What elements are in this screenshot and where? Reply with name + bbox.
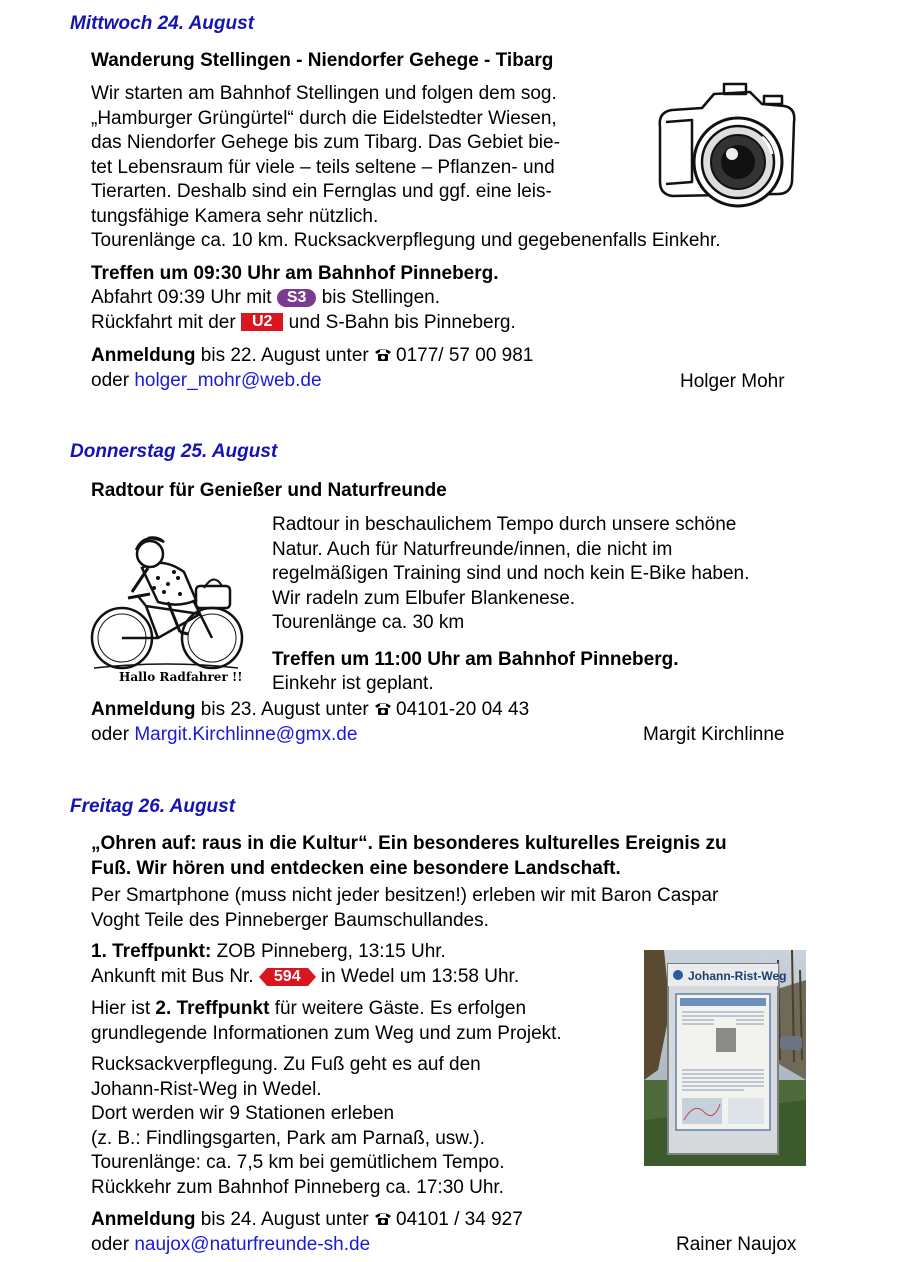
intro-line: Per Smartphone (muss nicht jeder besitzen!) erleben wir mit Baron Caspar <box>91 885 719 906</box>
body-line: Rucksackverpflegung. Zu Fuß geht es auf den <box>91 1054 481 1075</box>
meetpoint2-line2: grundlegende Informationen zum Weg und zum Projekt. <box>91 1022 562 1044</box>
body-line: Tourenlänge: ca. 7,5 km bei gemütlichem Tempo. <box>91 1152 505 1173</box>
desc-line: Tourenlänge ca. 30 km <box>272 612 465 633</box>
meetpoint1-text: ZOB Pinneberg, 13:15 Uhr. <box>216 941 446 962</box>
event2-title: Radtour für Genießer und Naturfreunde <box>91 480 447 501</box>
bus-destination: in Wedel um 13:58 Uhr. <box>320 966 520 987</box>
event2-registration <box>91 698 529 723</box>
body-line: Dort werden wir 9 Stationen erleben <box>91 1103 395 1124</box>
event1-email-line <box>91 369 322 394</box>
event3-meetpoint2 <box>91 997 562 1046</box>
phone-icon <box>374 347 392 362</box>
phone-number: 04101 / 34 927 <box>396 1209 523 1230</box>
desc-line: tungsfähige Kamera sehr nützlich. <box>91 205 379 227</box>
desc-line: das Niendorfer Gehege bis zum Tibarg. Das Gebiet bie- <box>91 132 560 153</box>
registration-label: Anmeldung <box>91 1209 196 1230</box>
event3-leader: Rainer Naujox <box>676 1234 797 1255</box>
event1-registration <box>91 344 533 369</box>
or-text: oder <box>91 1234 130 1255</box>
event3-meetpoint1 <box>91 940 446 965</box>
illustration-caption: Hallo Radfahrer !! <box>119 670 243 684</box>
registration-label: Anmeldung <box>91 345 196 366</box>
desc-line: „Hamburger Grüngürtel“ durch die Eidelstedter Wiesen, <box>91 107 557 129</box>
event3-intro <box>91 884 891 933</box>
desc-line: Wir starten am Bahnhof Stellingen und folgen dem sog. <box>91 83 557 104</box>
return-destination: und S-Bahn bis Pinneberg. <box>288 312 516 333</box>
meetpoint2-post: für weitere Gäste. Es erfolgen <box>274 998 527 1019</box>
meetpoint1-label: 1. Treffpunkt: <box>91 941 212 962</box>
desc-line: Tierarten. Deshalb sind ein Fernglas und ggf. eine leis- <box>91 181 552 202</box>
event3-body <box>91 1053 631 1200</box>
body-line: (z. B.: Findlingsgarten, Park am Parnaß, usw.). <box>91 1127 485 1149</box>
event3-email-line <box>91 1233 370 1258</box>
or-text: oder <box>91 370 130 391</box>
body-line: Rückkehr zum Bahnhof Pinneberg ca. 17:30 Uhr. <box>91 1176 504 1198</box>
camera-illustration <box>652 82 802 222</box>
johann-rist-weg-photo <box>644 950 806 1166</box>
desc-line: tet Lebensraum für viele – teils seltene – Pflanzen- und <box>91 156 555 178</box>
body-line: Johann-Rist-Weg in Wedel. <box>91 1078 322 1100</box>
event1-meeting: Treffen um 09:30 Uhr am Bahnhof Pinneberg. <box>91 263 499 284</box>
event3-day-heading: Freitag 26. August <box>70 796 236 817</box>
meetpoint2-label: 2. Treffpunkt <box>155 998 270 1019</box>
desc-line: Radtour in beschaulichem Tempo durch unsere schöne <box>272 514 737 535</box>
event3-bus-line <box>91 965 519 990</box>
registration-text: bis 22. August unter <box>200 345 369 366</box>
event1-title: Wanderung Stellingen - Niendorfer Gehege - Tibarg <box>91 50 554 71</box>
phone-icon <box>374 1211 392 1226</box>
event1-departure <box>91 286 440 311</box>
registration-text: bis 24. August unter <box>200 1209 369 1230</box>
registration-label: Anmeldung <box>91 699 196 720</box>
event3-registration <box>91 1208 523 1233</box>
intro-line: Voght Teile des Pinneberger Baumschullandes. <box>91 909 489 931</box>
event2-extra: Einkehr ist geplant. <box>272 673 434 694</box>
departure-destination: bis Stellingen. <box>321 287 441 308</box>
email-link[interactable]: Margit.Kirchlinne@gmx.de <box>134 724 358 745</box>
s3-line-badge: S3 <box>277 289 317 307</box>
event1-return <box>91 311 516 336</box>
event2-day-heading: Donnerstag 25. August <box>70 441 278 462</box>
event2-description <box>272 513 892 636</box>
cyclist-illustration <box>88 528 248 688</box>
desc-line: Natur. Auch für Naturfreunde/innen, die nicht im <box>272 538 673 560</box>
or-text: oder <box>91 724 130 745</box>
bus-594-badge: 594 <box>267 968 308 986</box>
event2-leader: Margit Kirchlinne <box>643 724 785 745</box>
event2-meeting: Treffen um 11:00 Uhr am Bahnhof Pinneberg. <box>272 649 679 670</box>
event1-leader: Holger Mohr <box>680 371 785 392</box>
departure-text: Abfahrt 09:39 Uhr mit <box>91 287 272 308</box>
phone-number: 0177/ 57 00 981 <box>396 345 534 366</box>
desc-line: regelmäßigen Training sind und noch kein E-Bike haben. <box>272 563 750 584</box>
registration-text: bis 23. August unter <box>200 699 369 720</box>
email-link[interactable]: naujox@naturfreunde-sh.de <box>134 1234 371 1255</box>
event3-title <box>91 832 891 881</box>
phone-number: 04101-20 04 43 <box>396 699 530 720</box>
sign-text: Johann-Rist-Weg <box>688 969 787 983</box>
title-line: Fuß. Wir hören und entdecken eine besondere Landschaft. <box>91 857 621 879</box>
bus-text: Ankunft mit Bus Nr. <box>91 966 254 987</box>
event2-email-line <box>91 723 357 748</box>
u2-line-badge: U2 <box>241 313 283 331</box>
phone-icon <box>374 701 392 716</box>
title-line: „Ohren auf: raus in die Kultur“. Ein besonderes kulturelles Ereignis zu <box>91 833 727 854</box>
meetpoint2-pre: Hier ist <box>91 998 151 1019</box>
return-text: Rückfahrt mit der <box>91 312 236 333</box>
event1-day-heading: Mittwoch 24. August <box>70 13 255 34</box>
email-link[interactable]: holger_mohr@web.de <box>134 370 322 391</box>
desc-line: Wir radeln zum Elbufer Blankenese. <box>272 587 576 609</box>
desc-line: Tourenlänge ca. 10 km. Rucksackverpflegung und gegebenenfalls Einkehr. <box>91 230 721 251</box>
